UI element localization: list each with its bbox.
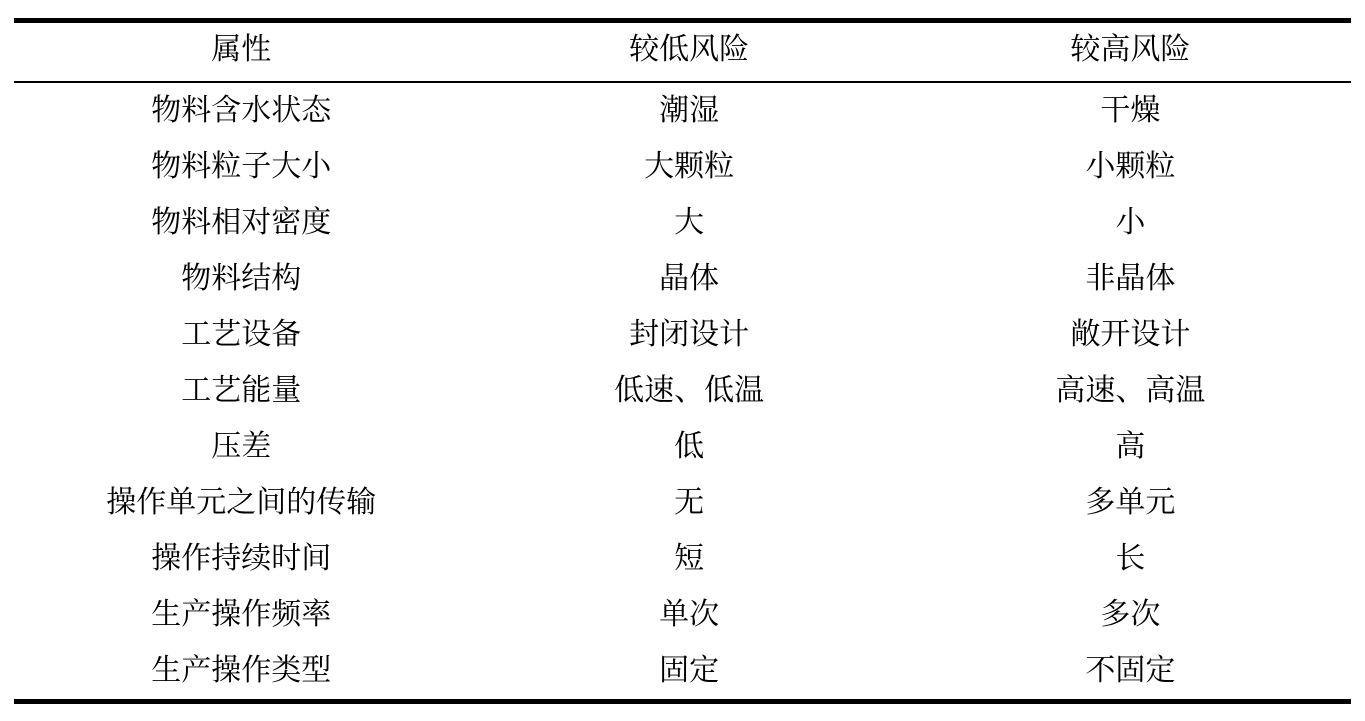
cell-attribute: 操作持续时间 <box>151 541 332 575</box>
cell-lower-risk: 单次 <box>659 597 720 631</box>
table-row <box>14 643 1351 699</box>
cell-higher-risk: 干燥 <box>1100 93 1161 127</box>
cell-lower-risk: 大 <box>674 205 705 239</box>
cell-attribute: 压差 <box>211 429 272 463</box>
cell-attribute: 物料相对密度 <box>151 205 332 239</box>
table-row <box>14 82 1351 139</box>
cell-higher-risk: 小颗粒 <box>1085 149 1176 183</box>
risk-attribute-table <box>14 23 1351 699</box>
cell-attribute: 物料粒子大小 <box>151 149 332 183</box>
cell-lower-risk: 潮湿 <box>659 93 720 127</box>
cell-lower-risk: 晶体 <box>659 261 720 295</box>
cell-higher-risk: 不固定 <box>1085 653 1176 687</box>
cell-lower-risk: 封闭设计 <box>629 317 750 351</box>
cell-higher-risk: 高速、高温 <box>1055 373 1206 407</box>
table-row <box>14 195 1351 251</box>
cell-attribute: 工艺能量 <box>181 373 302 407</box>
table-row <box>14 531 1351 587</box>
cell-attribute: 生产操作类型 <box>151 653 332 687</box>
cell-lower-risk: 短 <box>674 541 705 575</box>
cell-attribute: 物料结构 <box>181 261 302 295</box>
cell-lower-risk: 低 <box>674 429 705 463</box>
cell-higher-risk: 多单元 <box>1085 485 1176 519</box>
column-header-higher-risk: 较高风险 <box>910 23 1351 82</box>
cell-attribute: 物料含水状态 <box>151 93 332 127</box>
table-row <box>14 363 1351 419</box>
table-row <box>14 139 1351 195</box>
cell-higher-risk: 长 <box>1115 541 1146 575</box>
table-container <box>14 18 1351 704</box>
cell-higher-risk: 高 <box>1115 429 1146 463</box>
table-row <box>14 251 1351 307</box>
table-head <box>14 23 1351 82</box>
cell-attribute: 操作单元之间的传输 <box>106 485 377 519</box>
cell-higher-risk: 小 <box>1115 205 1146 239</box>
cell-higher-risk: 敞开设计 <box>1070 317 1191 351</box>
table-header-row <box>14 23 1351 82</box>
cell-lower-risk: 大颗粒 <box>644 149 735 183</box>
column-header-attribute: 属性 <box>14 23 469 82</box>
table-row <box>14 587 1351 643</box>
table-row <box>14 419 1351 475</box>
column-header-lower-risk: 较低风险 <box>469 23 910 82</box>
cell-lower-risk: 无 <box>674 485 705 519</box>
table-row <box>14 307 1351 363</box>
cell-higher-risk: 非晶体 <box>1085 261 1176 295</box>
table-body <box>14 82 1351 699</box>
cell-higher-risk: 多次 <box>1100 597 1161 631</box>
cell-attribute: 生产操作频率 <box>151 597 332 631</box>
cell-lower-risk: 固定 <box>659 653 720 687</box>
cell-attribute: 工艺设备 <box>181 317 302 351</box>
cell-lower-risk: 低速、低温 <box>614 373 765 407</box>
table-row <box>14 475 1351 531</box>
